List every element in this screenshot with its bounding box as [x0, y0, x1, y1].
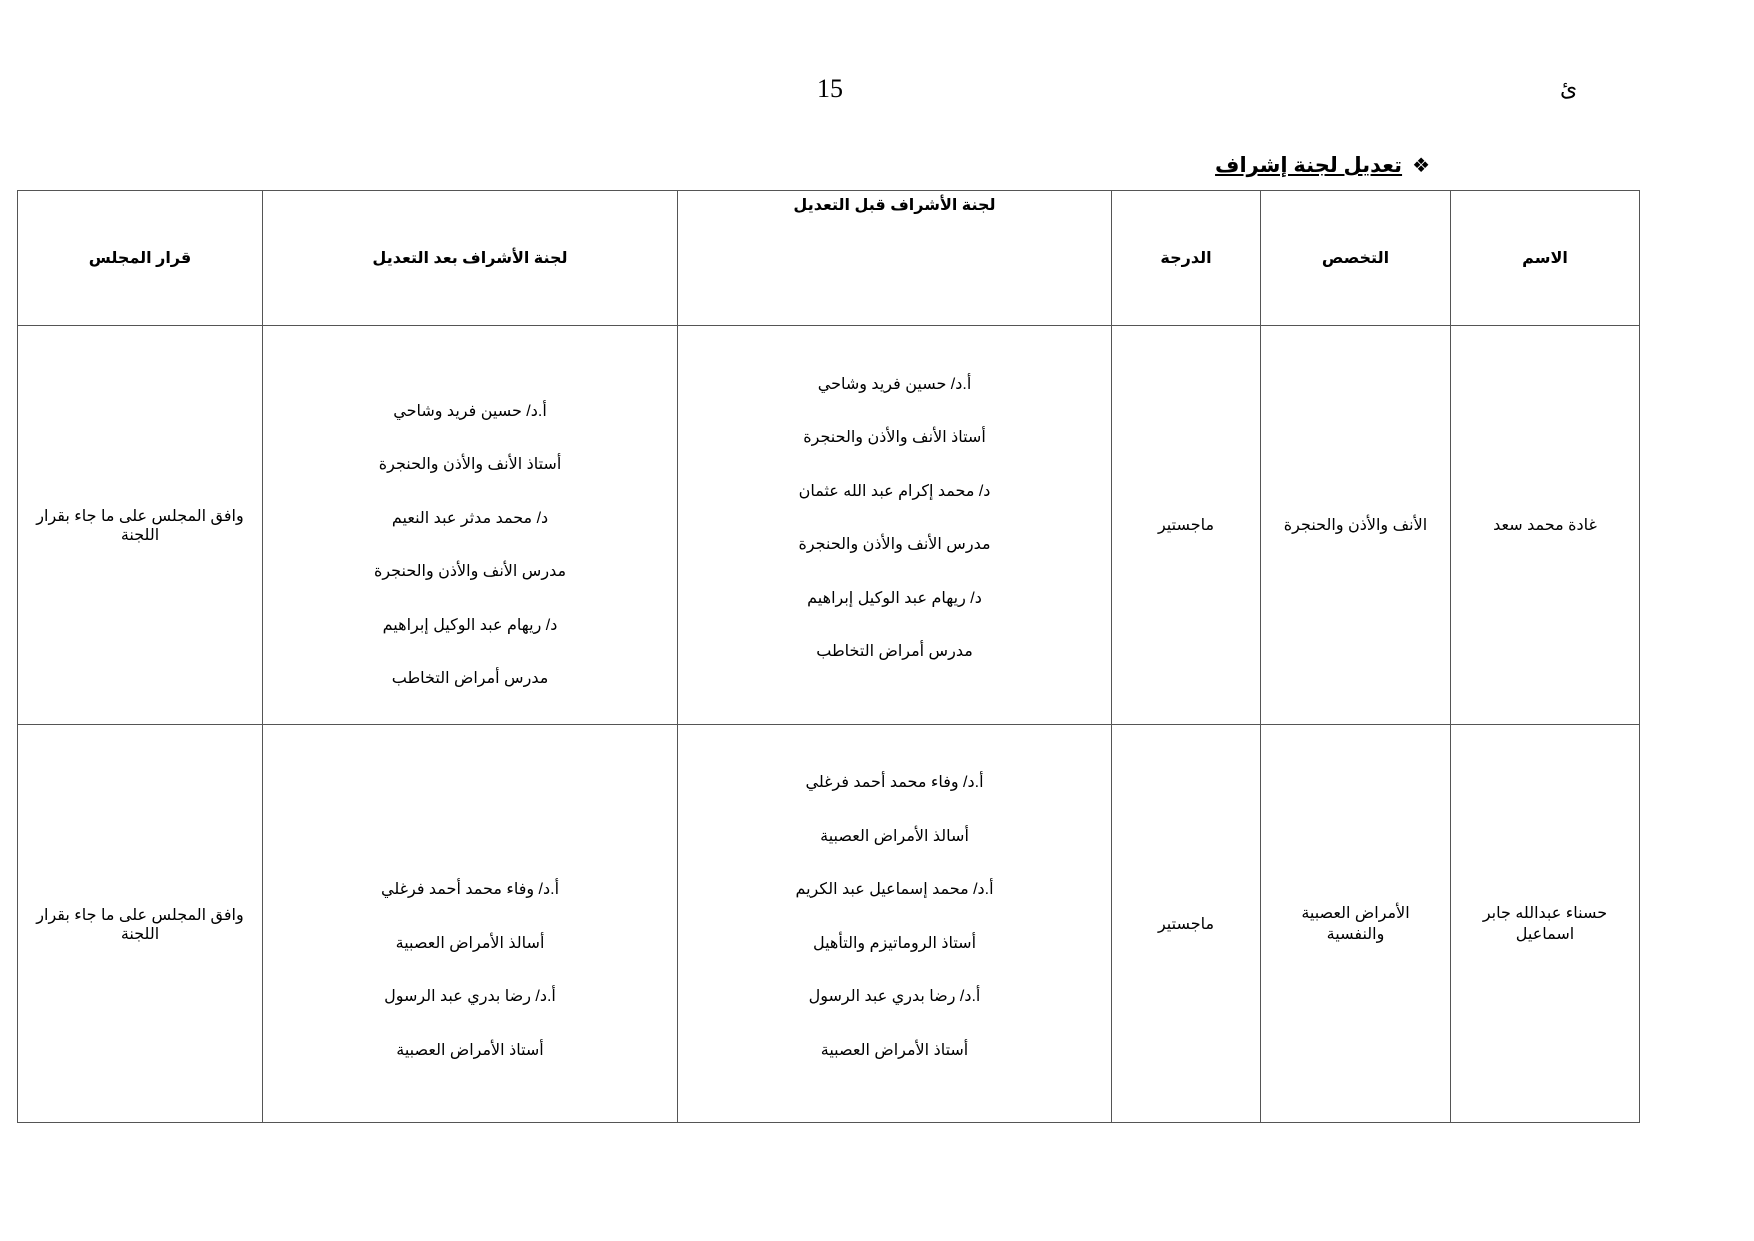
table-header-row — [18, 191, 1640, 326]
header-decision: قرار المجلس — [18, 191, 263, 326]
header-degree: الدرجة — [1112, 191, 1261, 326]
committee-before — [678, 725, 1112, 1123]
committee-member-line: مدرس أمراض التخاطب — [391, 670, 549, 687]
committee-before — [678, 326, 1112, 725]
committee-member-line: د/ محمد إكرام عبد الله عثمان — [798, 482, 991, 500]
committee-member-line: أستاذ الروماتيزم والتأهيل — [812, 934, 977, 952]
committee-member-line: أ.د/ وفاء محمد أحمد فرغلي — [380, 881, 560, 898]
table-row — [18, 725, 1640, 1123]
council-decision-text: وافق المجلس على ما جاء بقرار اللجنة — [36, 508, 244, 544]
committee-member-line: أ.د/ رضا بدري عبد الرسول — [384, 988, 556, 1005]
committee-member-line: أستاذ الأمراض العصبية — [820, 1041, 969, 1059]
council-decision — [18, 326, 263, 725]
header-before: لجنة الأشراف قبل التعديل — [678, 191, 1112, 326]
committee-member-line: مدرس الأنف والأذن والحنجرة — [798, 536, 991, 553]
page-number: 15 — [817, 74, 843, 103]
committee-member-line: أسالذ الأمراض العصبية — [820, 827, 969, 845]
header-after: لجنة الأشراف بعد التعديل — [263, 191, 678, 326]
student-degree: ماجستير — [1112, 725, 1261, 1123]
corner-mark: ئ — [1560, 76, 1578, 101]
committee-member-line: أ.د/ رضا بدري عبد الرسول — [808, 988, 981, 1005]
header-name: الاسم — [1451, 191, 1640, 326]
table-row — [18, 326, 1640, 725]
student-specialty — [1261, 725, 1451, 1123]
committee-member-line: د/ محمد مدثر عبد النعيم — [391, 509, 549, 527]
committee-member-line: د/ ريهام عبد الوكيل إبراهيم — [382, 616, 558, 634]
supervision-committee-table — [17, 190, 1640, 1123]
committee-after — [263, 326, 678, 725]
student-name: غادة محمد سعد — [1451, 326, 1640, 725]
student-specialty: الأنف والأذن والحنجرة — [1261, 326, 1451, 725]
section-heading — [1215, 153, 1430, 178]
committee-member-line: مدرس الأنف والأذن والحنجرة — [373, 563, 567, 580]
committee-member-line: د/ ريهام عبد الوكيل إبراهيم — [807, 589, 982, 607]
committee-member-line: أستاذ الأنف والأذن والحنجرة — [378, 456, 562, 473]
student-specialty-text: الأمراض العصبية والنفسية — [1301, 904, 1410, 943]
student-name-text: حسناء عبدالله جابر اسماعيل — [1482, 904, 1608, 943]
committee-member-line: أستاذ الأمراض العصبية — [396, 1041, 544, 1059]
committee-after — [263, 725, 678, 1123]
committee-member-line: أسالذ الأمراض العصبية — [395, 934, 545, 952]
committee-member-line: أستاذ الأنف والأذن والحنجرة — [803, 429, 986, 446]
committee-member-line: أ.د/ حسين فريد وشاحي — [393, 402, 547, 420]
council-decision — [18, 725, 263, 1123]
diamond-bullet-icon: ❖ — [1412, 155, 1430, 177]
student-name — [1451, 725, 1640, 1123]
header-specialty: التخصص — [1261, 191, 1451, 326]
committee-member-line: أ.د/ محمد إسماعيل عبد الكريم — [795, 881, 994, 898]
council-decision-text: وافق المجلس على ما جاء بقرار اللجنة — [36, 906, 244, 943]
committee-member-line: أ.د/ وفاء محمد أحمد فرغلي — [805, 774, 984, 791]
section-title: تعديل لجنة إشراف — [1215, 154, 1403, 177]
committee-member-line: أ.د/ حسين فريد وشاحي — [817, 375, 972, 393]
student-degree: ماجستير — [1112, 326, 1261, 725]
committee-member-line: مدرس أمراض التخاطب — [816, 643, 973, 660]
